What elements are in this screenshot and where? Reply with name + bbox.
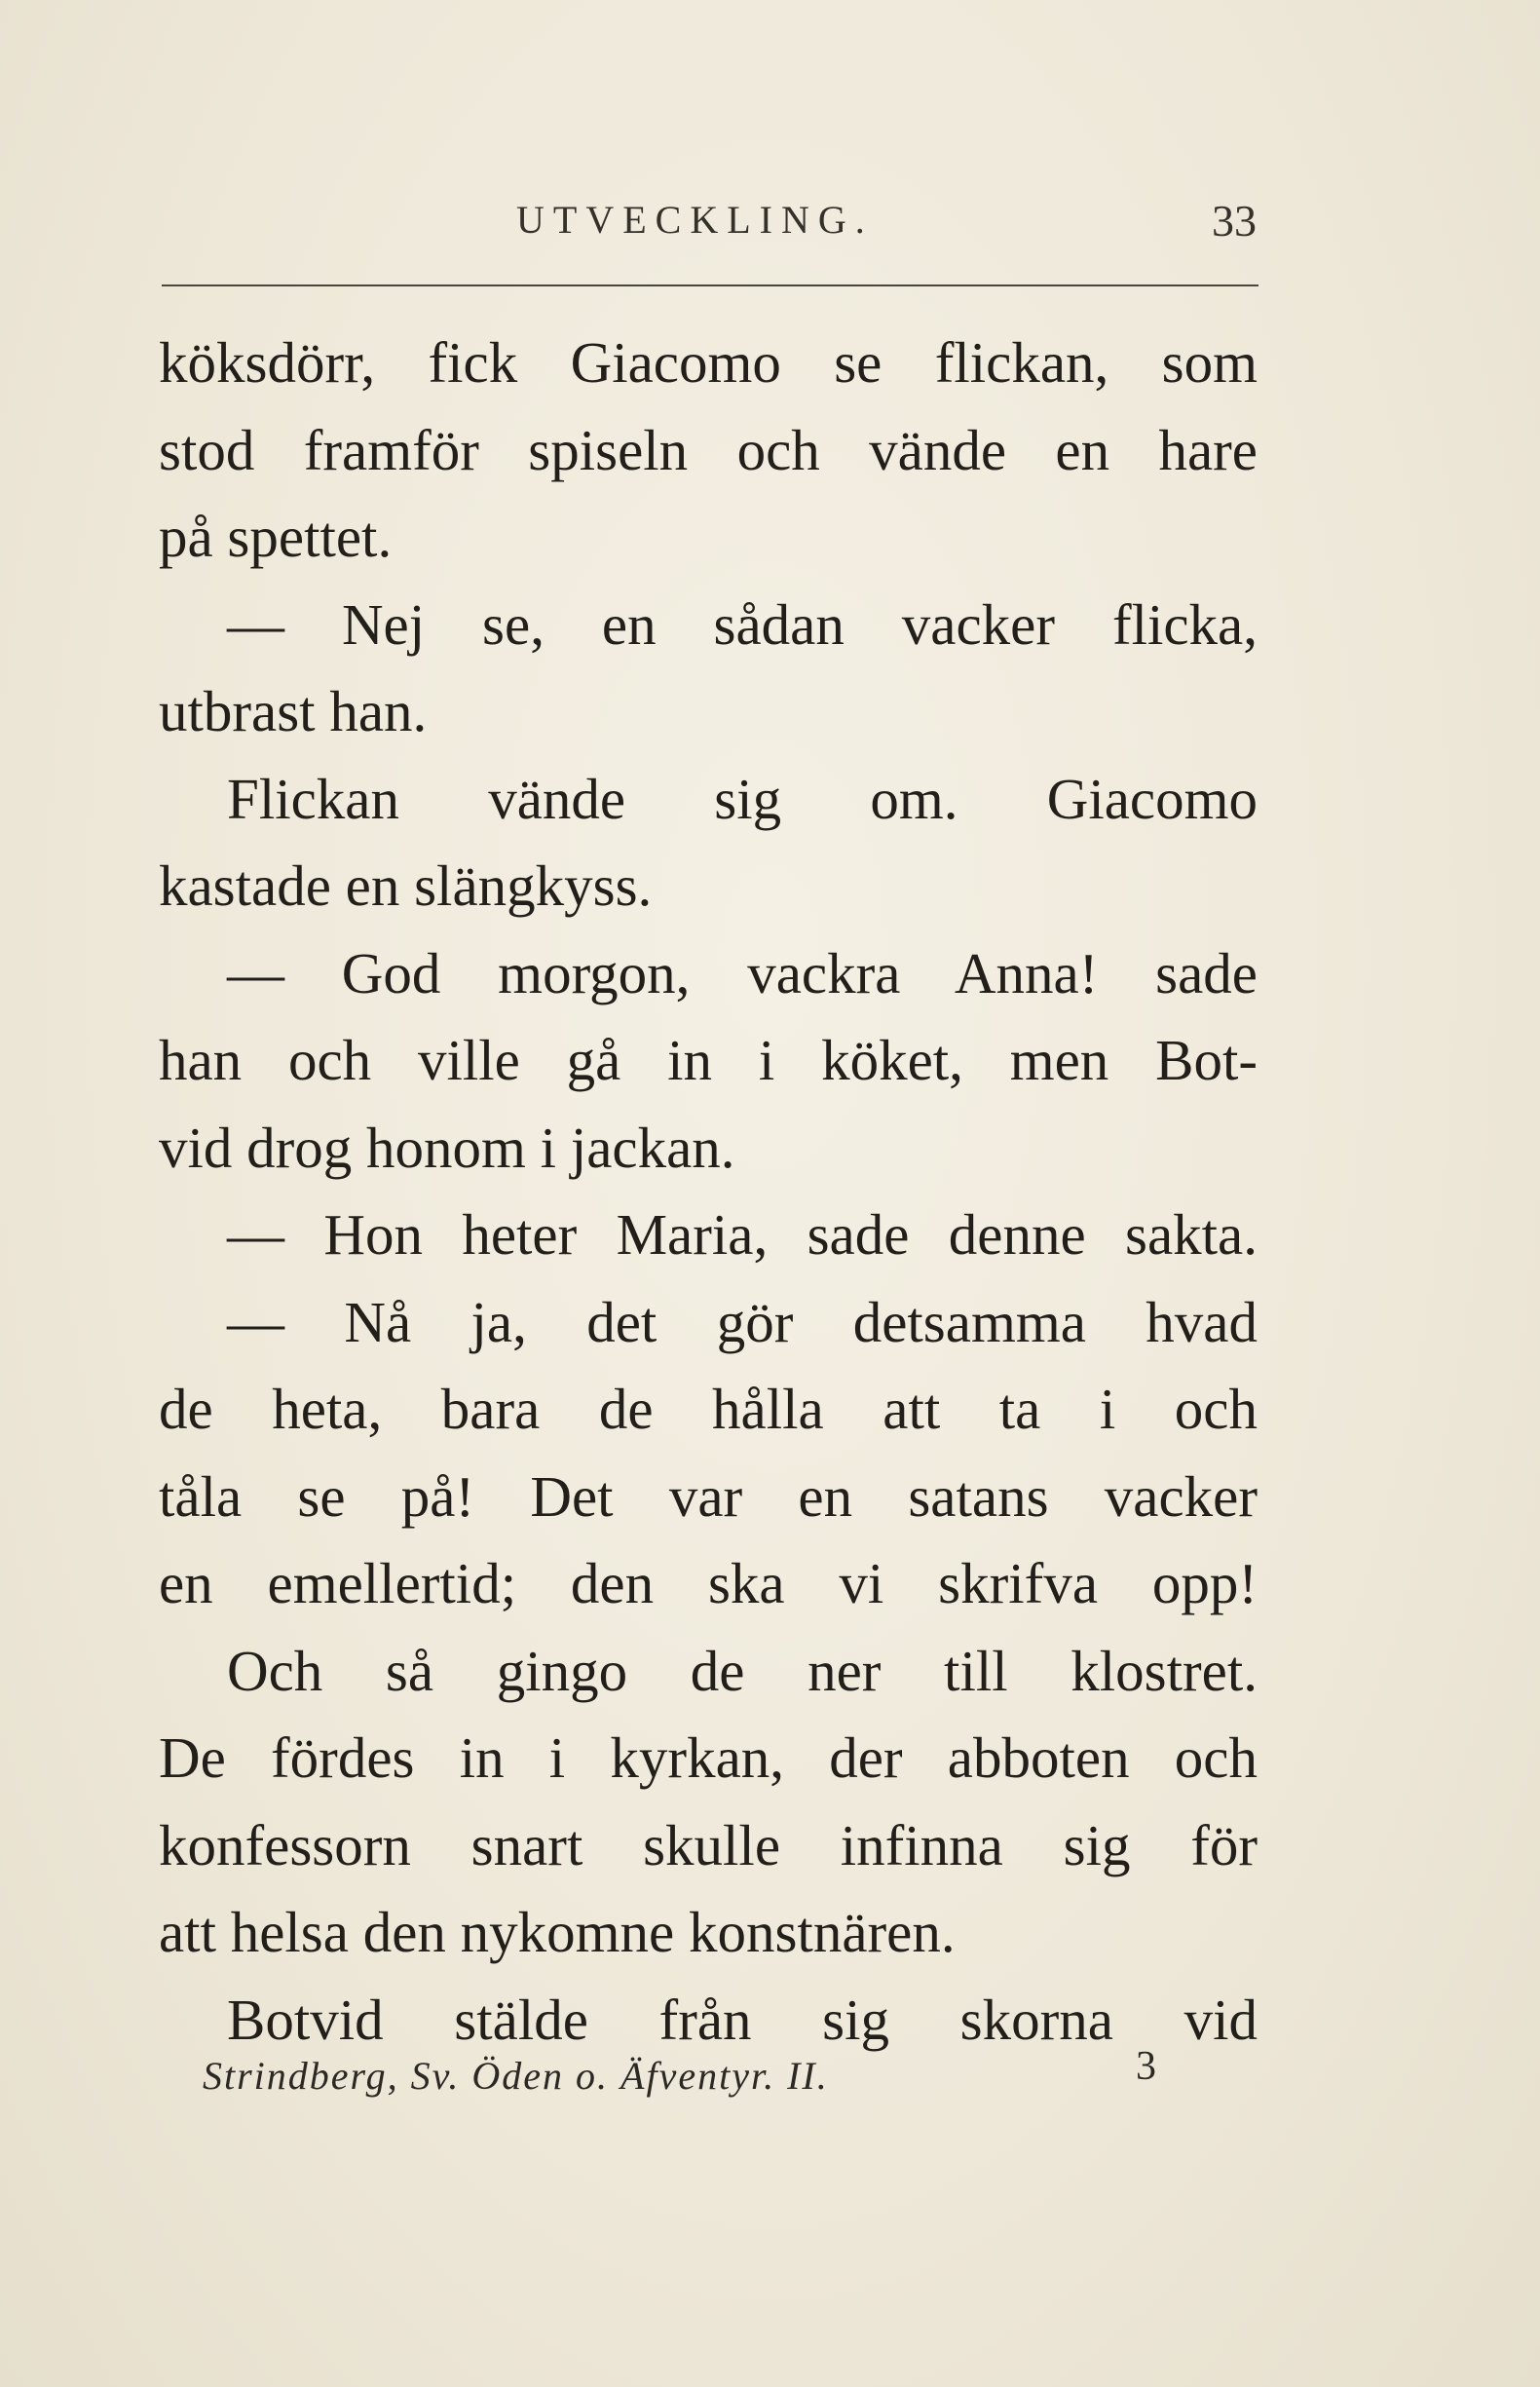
- running-title: UTVECKLING.: [516, 198, 874, 242]
- text-line: De fördes in i kyrkan, der abboten och: [159, 1725, 1258, 1790]
- text-line: — God morgon, vackra Anna! sade: [227, 940, 1258, 1005]
- text-line: en emellertid; den ska vi skrifva opp!: [159, 1551, 1258, 1615]
- body-text: [159, 320, 1258, 2064]
- header-rule: [162, 284, 1258, 286]
- page-footer: [203, 2044, 1177, 2121]
- page-header: [159, 187, 1257, 255]
- text-line: tåla se på! Det var en satans vacker: [159, 1463, 1258, 1529]
- signature-mark: Strindberg, Sv. Öden o. Äfventyr. II.: [203, 2054, 829, 2098]
- text-line: konfessorn snart skulle infinna sig för: [159, 1812, 1258, 1877]
- text-line: utbrast han.: [159, 679, 428, 743]
- text-line: han och ville gå in i köket, men Bot-: [159, 1028, 1258, 1092]
- text-line: Botvid stälde från sig skorna vid: [227, 1987, 1258, 2052]
- text-line: — Nå ja, det gör detsamma hvad: [227, 1289, 1258, 1354]
- text-line: att helsa den nykomne konstnären.: [159, 1900, 956, 1964]
- text-line: Flickan vände sig om. Giacomo: [227, 766, 1258, 831]
- text-line: vid drog honom i jackan.: [159, 1115, 735, 1180]
- text-line: Och så gingo de ner till klostret.: [227, 1638, 1258, 1703]
- text-line: — Nej se, en sådan vacker flicka,: [227, 591, 1258, 657]
- text-line: — Hon heter Maria, sade denne sakta.: [227, 1202, 1258, 1267]
- text-line: de heta, bara de hålla att ta i och: [159, 1377, 1258, 1441]
- text-line: köksdörr, fick Giacomo se flickan, som: [159, 330, 1258, 395]
- text-line: på spettet.: [159, 505, 393, 569]
- page-number: 33: [1212, 196, 1257, 246]
- sheet-number: 3: [1136, 2044, 1156, 2089]
- text-line: stod framför spiseln och vände en hare: [159, 417, 1258, 482]
- text-line: kastade en slängkyss.: [159, 853, 653, 918]
